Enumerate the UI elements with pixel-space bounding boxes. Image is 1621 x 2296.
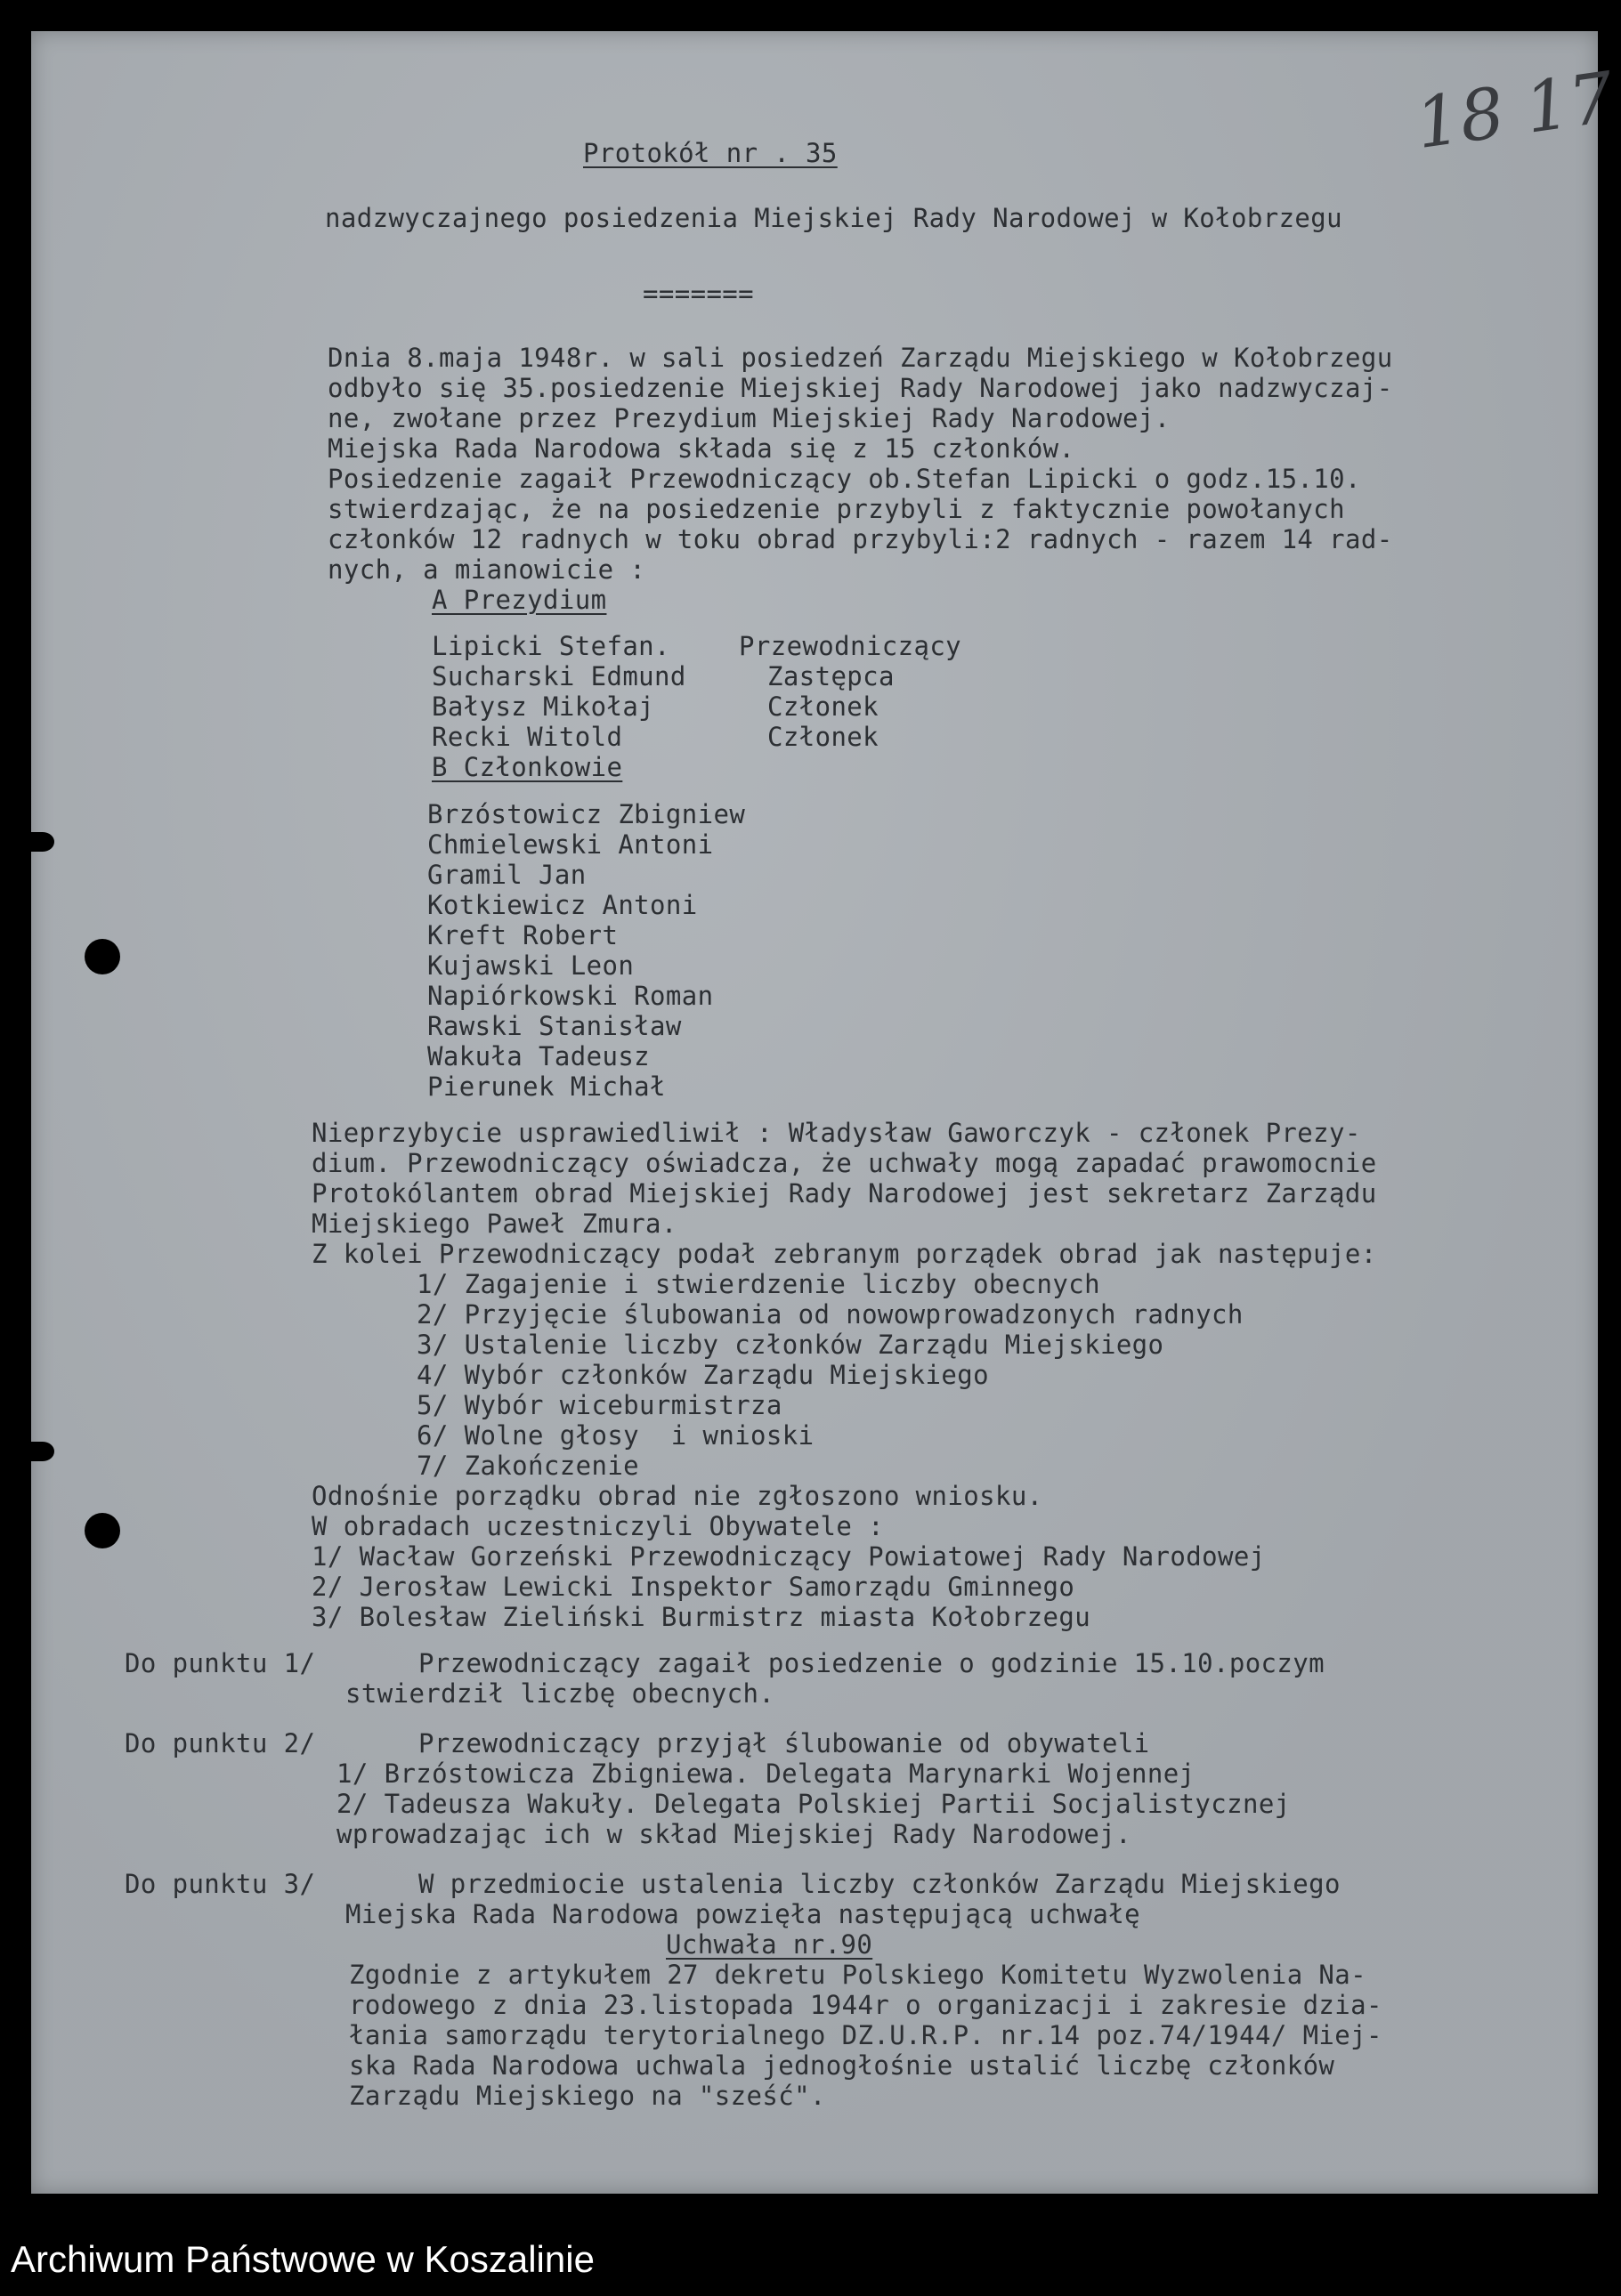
presidium-role: Zastępca (767, 661, 895, 691)
page-number: 18 17 (1410, 57, 1619, 166)
point-2-text: Przewodniczący przyjął ślubowanie od obywateli (418, 1728, 1150, 1758)
agenda-item: 6/ Wolne głosy i wnioski (417, 1420, 815, 1451)
member-name: Rawski Stanisław (427, 1011, 682, 1041)
point-2-text: wprowadzając ich w skład Miejskiej Rady Narodowej. (336, 1819, 1131, 1849)
document-title: Protokół nr . 35 (583, 138, 838, 168)
agenda-item: 1/ Zagajenie i stwierdzenie liczby obecnych (417, 1269, 1100, 1299)
member-name: Kreft Robert (427, 920, 619, 950)
member-name: Gramil Jan (427, 860, 587, 890)
resolution-line: Zgodnie z artykułem 27 dekretu Polskiego Komitetu Wyzwolenia Na- (349, 1960, 1367, 1990)
point-3-text: Miejska Rada Narodowa powzięła następującą uchwałę (345, 1899, 1140, 1929)
presidium-name: Lipicki Stefan. (432, 631, 670, 661)
intro-line: nych, a mianowicie : (328, 554, 646, 585)
agenda-item: 3/ Ustalenie liczby członków Zarządu Miejskiego (417, 1330, 1164, 1360)
resolution-line: Zarządu Miejskiego na "sześć". (349, 2081, 826, 2111)
intro-line: odbyło się 35.posiedzenie Miejskiej Rady Narodowej jako nadzwyczaj- (328, 373, 1393, 403)
agenda-item: 5/ Wybór wiceburmistrza (417, 1390, 782, 1420)
member-name: Pierunek Michał (427, 1071, 666, 1102)
separator: ======= (643, 279, 755, 309)
intro-line: ne, zwołane przez Prezydium Miejskiej Rady Narodowej. (328, 403, 1171, 433)
member-name: Chmielewski Antoni (427, 829, 714, 860)
intro-line: stwierdzając, że na posiedzenie przybyli z faktycznie powołanych (328, 494, 1346, 524)
page-notch (31, 832, 54, 852)
guests-intro-line: Odnośnie porządku obrad nie zgłoszono wniosku. (312, 1481, 1043, 1511)
member-name: Wakuła Tadeusz (427, 1041, 651, 1071)
member-name: Kujawski Leon (427, 950, 635, 981)
guest-item: 2/ Jerosław Lewicki Inspektor Samorządu Gminnego (312, 1572, 1075, 1602)
intro-line: Miejska Rada Narodowa składa się z 15 członków. (328, 433, 1075, 464)
point-3-label: Do punktu 3/ (125, 1869, 316, 1899)
absence-line: Z kolei Przewodniczący podał zebranym porządek obrad jak następuje: (312, 1239, 1377, 1269)
archive-name: Archiwum Państwowe w Koszalinie (11, 2238, 595, 2280)
document-subtitle: nadzwyczajnego posiedzenia Miejskiej Rady Narodowej w Kołobrzegu (325, 203, 1343, 233)
absence-line: Protokólantem obrad Miejskiej Rady Narodowej jest sekretarz Zarządu (312, 1178, 1377, 1209)
presidium-name: Recki Witold (432, 722, 623, 752)
guest-item: 3/ Bolesław Zieliński Burmistrz miasta Kołobrzegu (312, 1602, 1091, 1632)
punch-hole (85, 939, 120, 974)
point-3-text: W przedmiocie ustalenia liczby członków Zarządu Miejskiego (418, 1869, 1341, 1899)
point-2-text: 1/ Brzóstowicza Zbigniewa. Delegata Marynarki Wojennej (336, 1758, 1195, 1789)
agenda-item: 4/ Wybór członków Zarządu Miejskiego (417, 1360, 989, 1390)
members-heading: B Członkowie (432, 752, 623, 782)
point-1-label: Do punktu 1/ (125, 1648, 316, 1678)
presidium-name: Sucharski Edmund (432, 661, 686, 691)
presidium-name: Bałysz Mikołaj (432, 691, 655, 722)
punch-hole (85, 1513, 120, 1548)
absence-line: Nieprzybycie usprawiedliwił : Władysław Gaworczyk - członek Prezy- (312, 1118, 1361, 1148)
absence-line: Miejskiego Paweł Zmura. (312, 1209, 677, 1239)
archive-footer (0, 2225, 1621, 2296)
resolution-line: ska Rada Narodowa uchwala jednogłośnie ustalić liczbę członków (349, 2050, 1335, 2081)
intro-line: Posiedzenie zagaił Przewodniczący ob.Stefan Lipicki o godz.15.10. (328, 464, 1361, 494)
intro-line: członków 12 radnych w toku obrad przybyli:2 radnych - razem 14 rad- (328, 524, 1393, 554)
presidium-role: Członek (767, 691, 879, 722)
intro-line: Dnia 8.maja 1948r. w sali posiedzeń Zarządu Miejskiego w Kołobrzegu (328, 343, 1393, 373)
agenda-item: 2/ Przyjęcie ślubowania od nowowprowadzonych radnych (417, 1299, 1244, 1330)
page-notch (31, 1442, 54, 1461)
resolution-line: rodowego z dnia 23.listopada 1944r o organizacji i zakresie dzia- (349, 1990, 1382, 2020)
point-2-label: Do punktu 2/ (125, 1728, 316, 1758)
presidium-heading: A Prezydium (432, 585, 607, 615)
guest-item: 1/ Wacław Gorzeński Przewodniczący Powiatowej Rady Narodowej (312, 1541, 1266, 1572)
presidium-role: Przewodniczący (739, 631, 962, 661)
guests-intro-line: W obradach uczestniczyli Obywatele : (312, 1511, 884, 1541)
point-2-text: 2/ Tadeusza Wakuły. Delegata Polskiej Partii Socjalistycznej (336, 1789, 1291, 1819)
resolution-line: łania samorządu terytorialnego DZ.U.R.P. nr.14 poz.74/1944/ Miej- (349, 2020, 1382, 2050)
absence-line: dium. Przewodniczący oświadcza, że uchwały mogą zapadać prawomocnie (312, 1148, 1377, 1178)
member-name: Napiórkowski Roman (427, 981, 714, 1011)
resolution-heading: Uchwała nr.90 (666, 1929, 873, 1960)
agenda-item: 7/ Zakończenie (417, 1451, 640, 1481)
member-name: Brzóstowicz Zbigniew (427, 799, 746, 829)
point-1-text: stwierdził liczbę obecnych. (345, 1678, 775, 1709)
presidium-role: Członek (767, 722, 879, 752)
member-name: Kotkiewicz Antoni (427, 890, 698, 920)
point-1-text: Przewodniczący zagaił posiedzenie o godzinie 15.10.poczym (418, 1648, 1325, 1678)
